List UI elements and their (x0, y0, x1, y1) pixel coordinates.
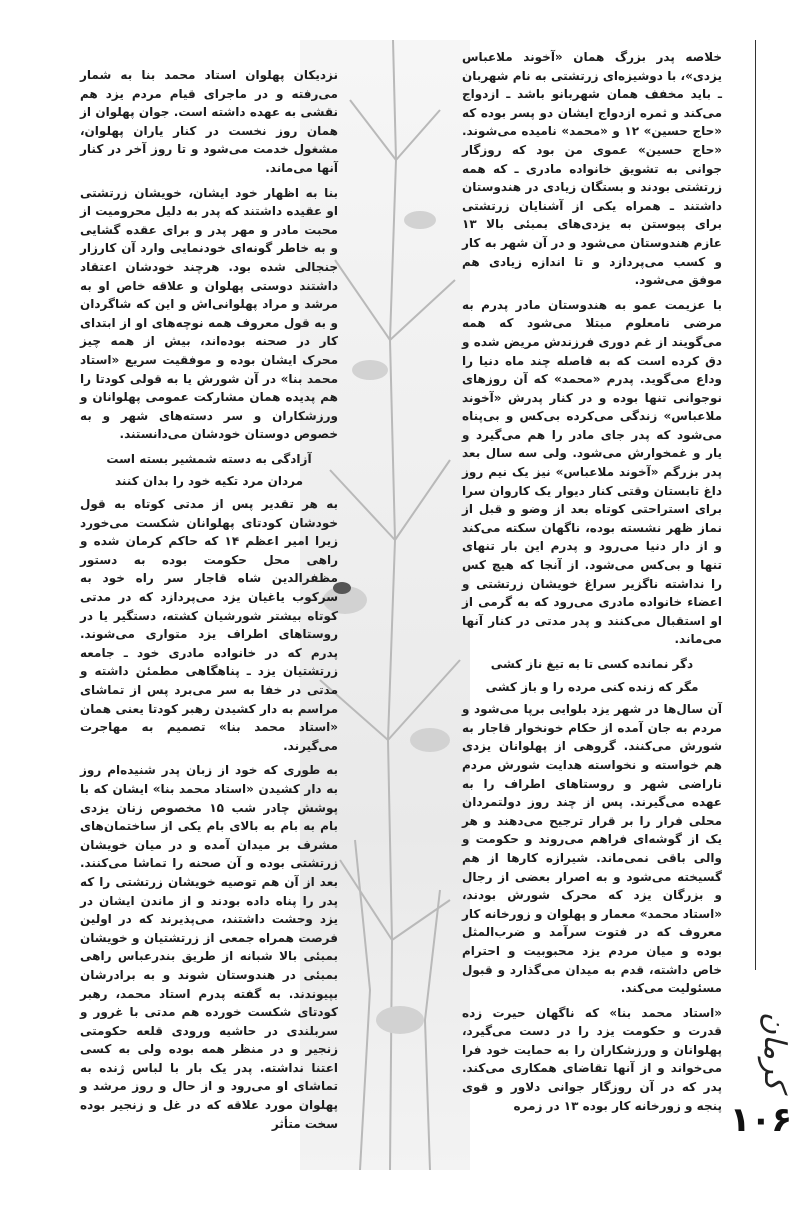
left-text-column (80, 66, 338, 1176)
paragraph: به طوری که خود از زبان پدر شنیده‌ام روز به دار کشیدن «استاد محمد بنا» ایشان که با پوشش چادر شب ۱۵ مخصوص زنان یزدی بام به بام به بالای بام یکی از ساختمان‌های مشرف بر میدان آمده و در میان خویشان زرتشتی بوده و آن صحنه را تماشا می‌کنند. بعد از آن هم توصیه خویشان زرتشتی را که پدر را پناه داده بودند و از ماندن ایشان در یزد وحشت داشتند، می‌پذیرند که در اولین فرصت همراه جمعی از زرتشتیان و خویشان بمبئی بالا شبانه از طریق بندرعباس راهی بمبئی در هندوستان شوند و به برادرشان بپیوندند. به گفته پدرم استاد محمد، رهبر کودتای شکست خورده هم مدتی با غرور و سربلندی در حاشیه ورودی قلعه حکومتی زنجیر و در منظر همه بوده ولی به کسی اعتنا نداشته. پدر یک بار با لباس ژنده به تماشای او می‌رود و از حال و روز مرشد و پهلوان مورد علاقه که در غل و زنجیر بوده سخت متأثر (80, 763, 338, 1131)
magazine-logo: کرمان (757, 1011, 792, 1090)
verse-line: مردان مرد تکیه خود را بدان کنند (114, 474, 304, 489)
paragraph: بنا به اظهار خود ایشان، خویشان زرتشتی او عقیده داشتند که پدر به دلیل محرومیت از محبت مادر و مهر پدر و برای عقده گشایی و به خاطر گونه‌ای خودنمایی وارد آن کارزار جنجالی شده بود. هرچند خودشان اعتقاد داشتند دوستی پهلوان و علاقه خاص او به مرشد و مراد پهلوانی‌اش و این که شاگردان و به قول معروف همه نوچه‌های او از ابتدای کار در صحنه بوده‌اند، بیش از همه چیز محرک ایشان بوده و موفقیت سریع «استاد محمد بنا» در آن شورش یا به قولی کودتا را هم پدیده همان مشارکت عمومی پهلوانان و ورزشکاران و سر دسته‌های شهر و به خصوص دوستان خودشان می‌دانستند. (80, 185, 338, 442)
paragraph: آن سال‌ها در شهر یزد بلوایی برپا می‌شود و مردم به جان آمده از حکام خونخوار قاجار به شورش می‌کنند. گروهی از پهلوانان یزدی هم خواسته و نخواسته هدایت شورش مردم ناراضی شهر و روستاهای اطراف را به عهده می‌گیرند. پس از چند روز دولتمردان محلی فرار را بر قرار ترجیح می‌دهند و هر یک از گوشه‌ای فراهم می‌روند و حکومت و والی باقی نمی‌ماند. شیرازه کارها از هم گسیخته می‌شود و به اصرار بعضی از رجال و بزرگان یزد که محرک شورش بودند، «استاد محمد» معمار و پهلوان و زورخانه کار معروف که در فتوت سرآمد و ضرب‌المثل بوده و میان مردم یزد محبوبیت و احترام خاص داشته، قدم به میدان می‌گذارد و قبول مسئولیت می‌کند. (462, 702, 722, 996)
paragraph: نزدیکان پهلوان استاد محمد بنا به شمار می‌رفته و در ماجرای قیام مردم یزد هم نقشی به عهده داشته است. جوان پهلوان از همان روز نخست در کنار یاران پهلوان، مشغول خدمت می‌شود و تا روز آخر در کنار آنها می‌ماند. (80, 68, 338, 175)
page-number: ۱۰۶ (729, 1100, 792, 1140)
paragraph: با عزیمت عمو به هندوستان مادر پدرم به مرضی نامعلوم مبتلا می‌شود که همه می‌گویند از غم دوری فرزندش مریض شده و دق کرده است که به فاصله چند ماه دنیا را وداع می‌گوید. پدرم «محمد» که آن روزهای نوجوانی تنها بوده و در کنار پدرش «آخوند ملاعباس» زندگی می‌کرده بی‌کس و بی‌پناه می‌شود که پدر جای مادر را هم می‌گیرد و یار و غمخوارش می‌شود. ولی سه سال بعد پدر بزرگم «آخوند ملاعباس» نیز یک نیم روز داغ تابستان وقتی کنار دیوار یک کاروان سرا برای استراحتی کوتاه بعد از وضو و قبل از نماز ظهر نشسته بوده، ناگهان سکته می‌کند و از دار دنیا می‌رود و پدرم این بار تنهای تنها و بی‌کس می‌شود. از آنجا که هیچ کس را نداشته ناگزیر سراغ خویشان زرتشتی و اعضاء خانواده مادری می‌رود که به گرمی از او استقبال می‌کنند و پدر مدتی در کنار آنها می‌ماند. (462, 297, 722, 647)
paragraph: به هر تقدیر پس از مدتی کوتاه به قول خودشان کودتای پهلوانان شکست می‌خورد زیرا امیر اعظم ۱۴ که حاکم کرمان شده و راهی محل حکومت بوده به دستور مظفرالدین شاه قاجار سر راه خود به سرکوب یاغیان یزد می‌پردازد که در مدتی کوتاه بیشتر شورشیان کشته، دستگیر یا در روستاهای اطراف یزد متواری می‌شوند. پدرم که در خانواده مادری خود ـ جامعه زرتشتیان یزد ـ پناهگاهی مطمئن داشته و مدتی در خفا به سر می‌برد پس از تماشای مراسم به دار کشیدن رهبر کودتا یعنی همان «استاد محمد بنا» تصمیم به مهاجرت می‌گیرند. (80, 497, 338, 753)
paragraph: «استاد محمد بنا» که ناگهان حیرت زده قدرت و حکومت یزد را در دست می‌گیرد، پهلوانان و ورزشکاران را به حمایت خود فرا می‌خواند و از آنها تقاضای همکاری می‌کند. پدر که در آن روزگار جوانی دلاور و قوی پنجه و زورخانه کار بوده ۱۳ در زمره (462, 1005, 722, 1113)
verse-line: آزادگی به دسته شمشیر بسته است (106, 451, 312, 466)
right-text-column (462, 48, 722, 1178)
margin-rule (755, 40, 756, 970)
verse-line: دگر نمانده کسی تا به تیغ ناز کشی (490, 657, 694, 671)
verse-line: مگر که زنده کنی مرده را و باز کشی (485, 679, 699, 694)
paragraph: خلاصه پدر بزرگ همان «آخوند ملاعباس یزدی»، با دوشیزه‌ای زرتشتی به نام شهربان ـ باید مخفف همان شهربانو باشد ـ ازدواج می‌کند و ثمره ازدواج ایشان دو پسر بوده که «حاج حسین» ۱۲ و «محمد» نامیده می‌شوند. «حاج حسین» عموی من بود که روزگار جوانی به تشویق خانواده مادری ـ که همه زرتشتی بودند و بستگان زیادی در هندوستان داشتند ـ همراه یکی از آشنایان زرتشتی برای پیوستن به یزدی‌های بمبئی بالا ۱۳ عازم هندوستان می‌شود و در آن شهر به کار و کسب می‌پردازد و تا اندازه زیادی هم موفق می‌شود. (462, 50, 722, 288)
